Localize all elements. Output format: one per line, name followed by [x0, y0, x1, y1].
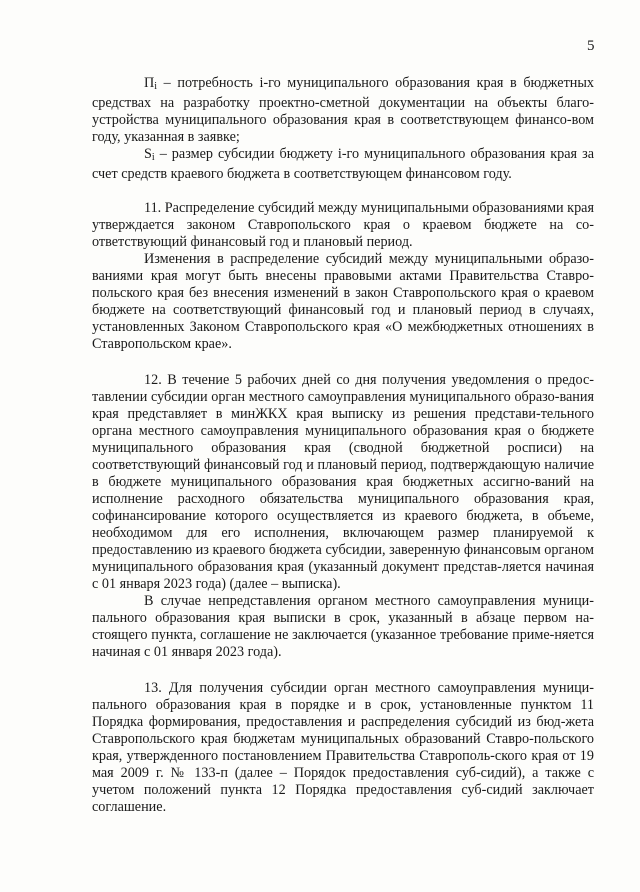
paragraph-s-definition [92, 146, 594, 183]
paragraph-gap [92, 353, 594, 372]
paragraph-item-12: 12. В течение 5 рабочих дней со дня получения уведомления о предос-тавлении субсидии орган местного самоуправления муниципального образо-вания края представляет в минЖКХ края выписку из решения представи-тельного органа местного самоуправления муниципального образования края о бюджете муниципального образования края (сводной бюджетной росписи) на соответствующий финансовый год и плановый период, подтверждающую наличие в бюджете муниципального образования края бюджетных ассигно-ваний на исполнение расходного обязательства муниципального образования края, софинансирование которого осуществляется из краевого бюджета, в объеме, необходимом для его исполнения, включающем размер планируемой к предоставлению из краевого бюджета субсидии, заверенную финансовым органом муниципального образования края (указанный документ представ-ляется начиная с 01 января 2023 года) (далее – выписка). [92, 372, 594, 592]
paragraph-text: – размер субсидии бюджету i-го муниципального образования края за счет средств краевого бюджета в соответствующем финансовом году. [92, 146, 594, 182]
paragraph-text: – потребность i-го муниципального образования края в бюджетных средствах на разработку проектно-сметной документации на объекты благо-устройства муниципального образования края в соответствующем финансо-вом году, указанная в заявке; [92, 75, 594, 145]
paragraph-gap [92, 183, 594, 200]
paragraph-item-11: 11. Распределение субсидий между муниципальными образованиями края утверждается законом Ставропольского края о краевом бюджете на со-ответствующий финансовый год и плановый период. [92, 200, 594, 250]
symbol-s: S [144, 146, 152, 162]
symbol-p-subscript: i [154, 81, 158, 92]
symbol-s-subscript: i [151, 152, 155, 163]
paragraph-p-definition [92, 75, 594, 146]
paragraph-item-11-changes: Изменения в распределение субсидий между муниципальными образо-ваниями края могут быть внесены правовыми актами Правительства Ставро-польского края без внесения изменений в закон Ставропольского края о краевом бюджете на соответствующий финансовый год и плановый период в случаях, установленных Законом Ставропольского края «О межбюджетных отношениях в Ставропольском крае». [92, 251, 594, 352]
symbol-p: П [144, 75, 155, 91]
paragraph-item-13: 13. Для получения субсидии орган местного самоуправления муници-пального образования края в порядке и в срок, установленные пунктом 11 Порядка формирования, предоставления и распределения субсидий из бюд-жета Ставропольского края бюджетам муниципальных образований Ставро-польского края, утвержденного постановлением Правительства Ставрополь-ского края от 19 мая 2009 г. № 133-п (далее – Порядок предоставления суб-сидий), а также с учетом положений пункта 12 Порядка предоставления суб-сидий заключает соглашение. [92, 680, 594, 815]
paragraph-gap [92, 661, 594, 680]
document-body [92, 75, 594, 816]
page-number: 5 [587, 38, 595, 54]
paragraph-item-12-failure: В случае непредставления органом местного самоуправления муници-пального образования края выписки в срок, указанный в абзаце первом на-стоящего пункта, соглашение не заключается (указанное требование приме-няется начиная с 01 января 2023 года). [92, 593, 594, 660]
